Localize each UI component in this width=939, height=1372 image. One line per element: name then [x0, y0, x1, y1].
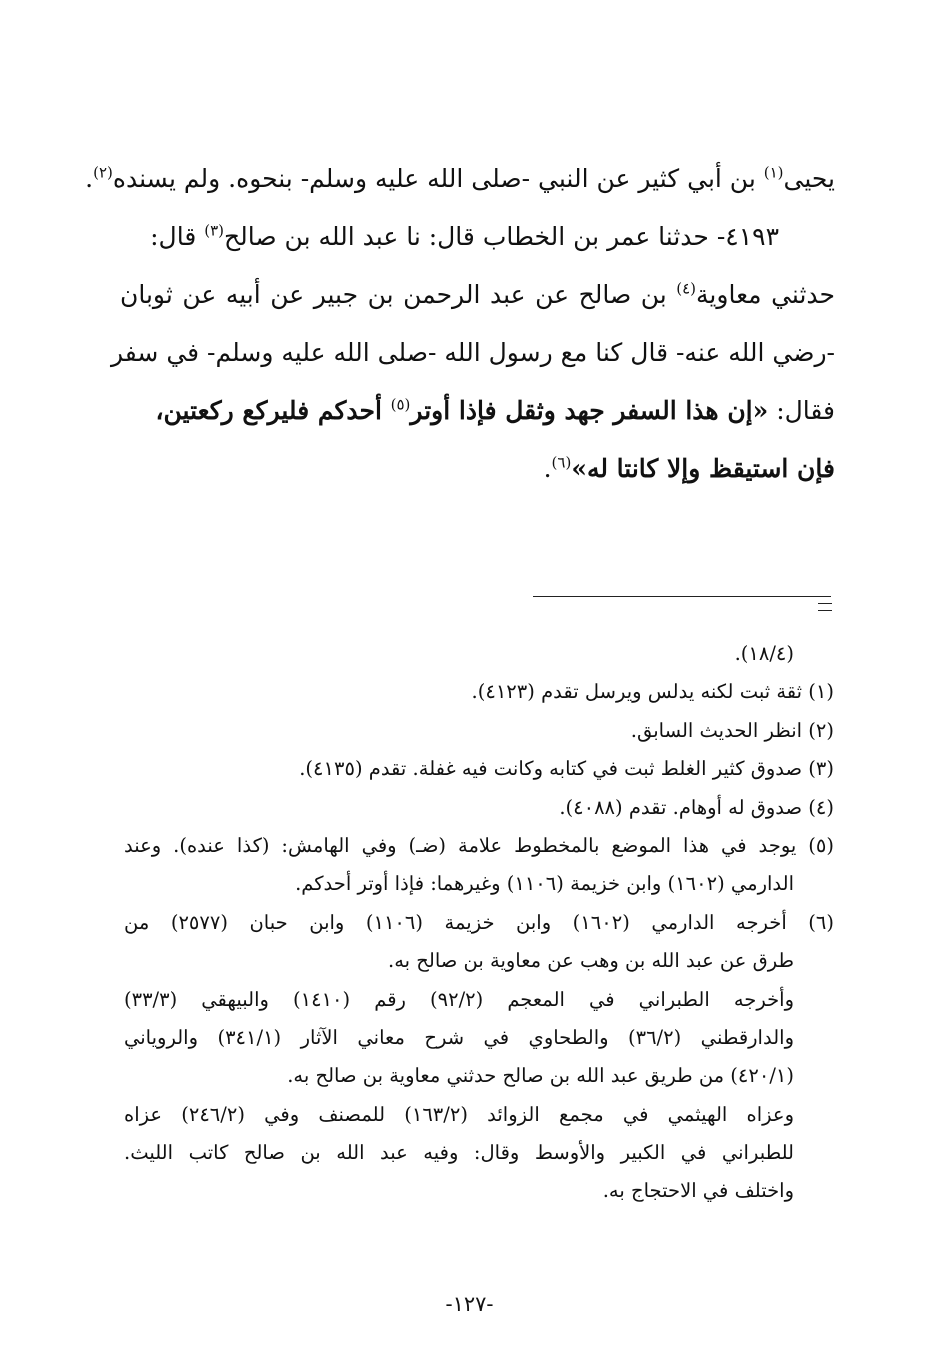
footnote-6-line-4: والدارقطني (٣٦/٢) والطحاوي في شرح معاني الآثار (٣٤١/١) والروياني [124, 1025, 794, 1049]
text-segment: قال: [150, 222, 205, 251]
footnote-ref-5: (٥) [390, 395, 411, 414]
page-number: -١٢٧- [445, 1292, 494, 1316]
text-segment: . [85, 164, 94, 193]
text-segment: فقال: [768, 396, 835, 425]
hadith-matn: «إن هذا السفر جهد وثقل فإذا أوتر [410, 396, 769, 425]
hadith-number-line: ٤١٩٣- حدثنا عمر بن الخطاب قال: نا عبد الله بن صالح [224, 222, 779, 251]
footnote-ref-3: (٣) [204, 221, 224, 240]
footnote-6-line-6: وعزاه الهيثمي في مجمع الزوائد (١٦٣/٢) للمصنف وفي (٢٤٦/٢) عزاه [124, 1102, 794, 1126]
footnote-3: (٣) صدوق كثير الغلط ثبت في كتابه وكانت فيه غفلة. تقدم (٤١٣٥). [299, 757, 834, 781]
text-segment: يحيى [783, 164, 835, 193]
hadith-matn: فإن استيقظ وإلا كانتا له» [571, 454, 835, 483]
text-segment: . [543, 454, 552, 483]
text-line-5 [120, 382, 835, 440]
text-line-2 [120, 208, 835, 266]
footnote-2: (٢) انظر الحديث السابق. [630, 718, 834, 742]
footnote-continuation: (١٨/٤). [734, 642, 794, 665]
footnote-6-line-7: للطبراني في الكبير والأوسط وقال: وفيه عبد الله بن صالح كاتب الليث. [124, 1141, 794, 1165]
footnote-6-line-3: وأخرجه الطبراني في المعجم (٩٢/٢) رقم (١٤١٠) والبيهقي (٣٣/٣) [124, 987, 794, 1011]
footnote-6: (٦) أخرجه الدارمي (١٦٠٢) وابن خزيمة (١١٠٦) وابن حبان (٢٥٧٧) من [124, 910, 834, 934]
footnote-ref-4: (٤) [676, 279, 697, 298]
text-line-3 [120, 266, 835, 324]
text-line-1 [85, 150, 835, 208]
text-line-4: -رضي الله عنه- قال كنا مع رسول الله -صلى الله عليه وسلم- في سفر [110, 338, 835, 367]
footnote-5: (٥) يوجد في هذا الموضع بالمخطوط علامة (ضـ) وفي الهامش: (كذا عنده). وعند [124, 833, 834, 857]
footnote-4: (٤) صدوق له أوهام. تقدم (٤٠٨٨). [559, 795, 834, 819]
text-segment: بن صالح عن عبد الرحمن بن جبير عن أبيه عن ثوبان [120, 280, 677, 309]
text-line-6 [120, 440, 835, 498]
footnote-1: (١) ثقة ثبت لكنه يدلس ويرسل تقدم (٤١٢٣). [471, 680, 834, 704]
text-segment: بن أبي كثير عن النبي -صلى الله عليه وسلم- بنحوه. ولم يسنده [112, 164, 764, 193]
footnote-6-line-8: واختلف في الاحتجاج به. [602, 1179, 794, 1203]
footnote-6-line-2: طرق عن عبد الله بن وهب عن معاوية بن صالح به. [388, 949, 794, 973]
footnote-separator [533, 596, 831, 597]
footnote-ref-6: (٦) [551, 453, 572, 472]
main-text [85, 150, 835, 498]
text-segment: حدثني معاوية [696, 280, 835, 309]
separator-mark [818, 603, 832, 611]
footnote-5-line-2: الدارمي (١٦٠٢) وابن خزيمة (١١٠٦) وغيرهما: فإذا أوتر أحدكم. [295, 872, 794, 896]
footnote-ref-2: (٢) [93, 163, 113, 182]
hadith-matn: أحدكم فليركع ركعتين، [155, 396, 391, 425]
footnote-ref-1: (١) [763, 163, 784, 182]
footnote-6-line-5: (٤٢٠/١) من طريق عبد الله بن صالح حدثني معاوية بن صالح به. [287, 1064, 794, 1088]
footnotes [124, 635, 834, 1211]
